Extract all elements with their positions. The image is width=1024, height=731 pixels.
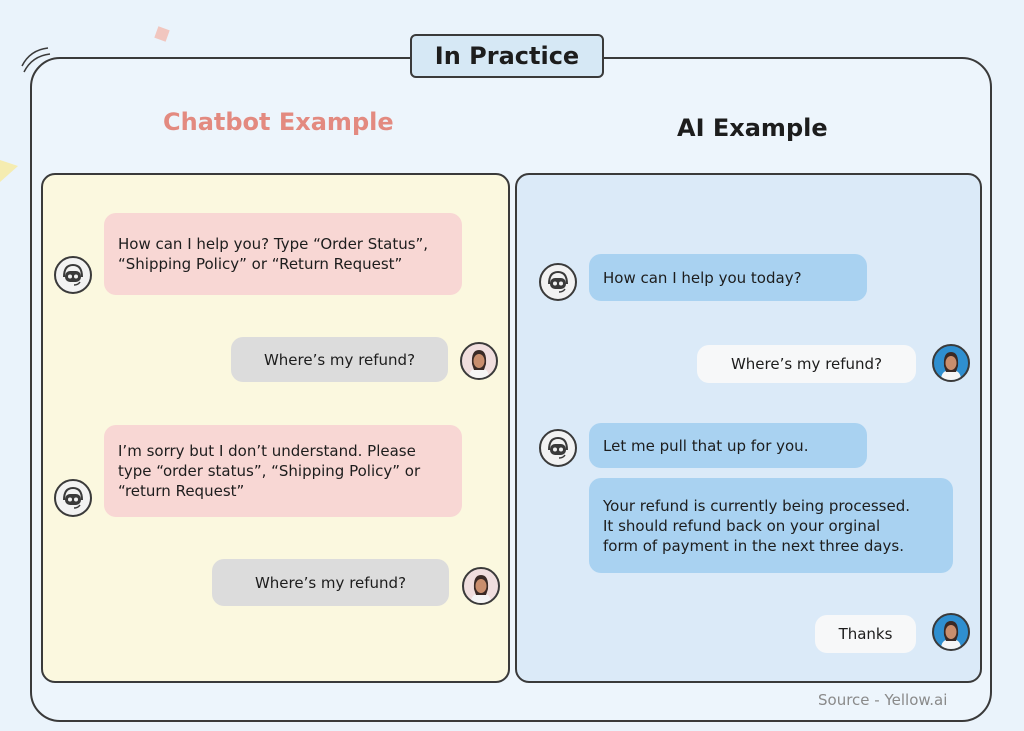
ai-bot-message-2: Let me pull that up for you. [589,423,867,468]
ai-example-heading: AI Example [677,114,828,142]
ai-bot-message-1: How can I help you today? [589,254,867,301]
ai-user-message-2: Thanks [815,615,916,653]
robot-headset-icon [54,256,92,294]
user-avatar-icon [932,344,970,382]
robot-headset-icon [54,479,92,517]
user-avatar-icon [460,342,498,380]
ai-bot-message-3: Your refund is currently being processed. It should refund back on your orginal form of payment in the next three days. [589,478,953,573]
ai-user-message-1: Where’s my refund? [697,345,916,383]
source-credit: Source - Yellow.ai [818,691,948,709]
chatbot-example-heading: Chatbot Example [163,108,394,136]
user-avatar-icon [462,567,500,605]
page-title: In Practice [410,34,604,78]
chatbot-bot-message-1: How can I help you? Type “Order Status”, “Shipping Policy” or “Return Request” [104,213,462,295]
user-avatar-icon [932,613,970,651]
confetti-square [154,26,169,41]
robot-headset-icon [539,429,577,467]
chatbot-user-message-1: Where’s my refund? [231,337,448,382]
robot-headset-icon [539,263,577,301]
chatbot-user-message-2: Where’s my refund? [212,559,449,606]
confetti-triangle-left [0,160,18,184]
chatbot-bot-message-2: I’m sorry but I don’t understand. Please type “order status”, “Shipping Policy” or “return Request” [104,425,462,517]
